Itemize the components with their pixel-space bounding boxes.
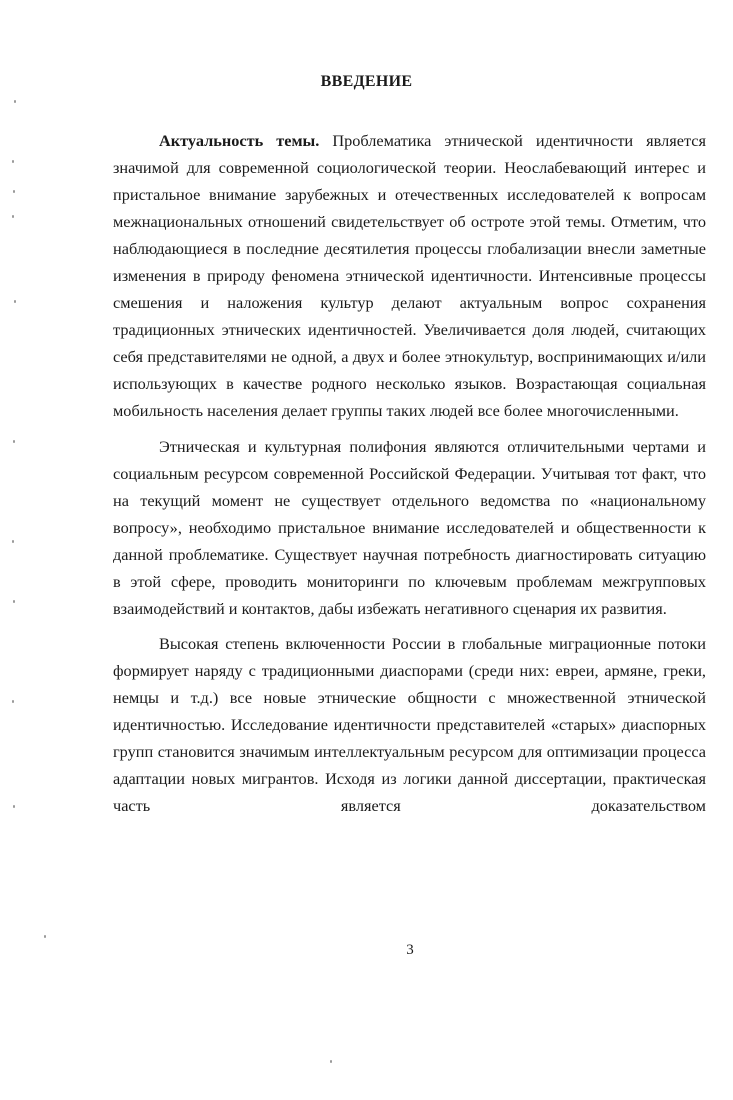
scan-mark [13, 805, 15, 808]
paragraph-migration [113, 630, 706, 819]
scan-mark [12, 540, 14, 543]
paragraph-text: Этническая и культурная полифония являются отличительными чертами и социальным ресурсом современной Российской Федерации. Учитывая тот факт, что на текущий момент не существует отдельного ведомства по «национальному вопросу», необходимо пристальное внимание исследователей и общественности к данной проблематике. Существует научная потребность диагностировать ситуацию в этой сфере, проводить мониторинги по ключевым проблемам межгрупповых взаимодействий и контактов, дабы избежать негативного сценария их развития. [113, 436, 706, 618]
scan-mark [13, 190, 15, 193]
body-text [113, 127, 706, 827]
page-title: ВВЕДЕНИЕ [320, 73, 413, 90]
paragraph-text: Проблематика этнической идентичности является значимой для современной социологической теории. Неослабевающий интерес и пристальное внимание зарубежных и отечественных исследователей к вопросам межнациональных отношений свидетельствует об остроте этой темы. Отметим, что наблюдающиеся в последние десятилетия процессы глобализации внесли заметные изменения в природу феномена этнической идентичности. Интенсивные процессы смешения и наложения культур делают актуальным вопрос сохранения традиционных этнических идентичностей. Увеличивается доля людей, считающих себя представителями не одной, а двух и более этнокультур, воспринимающих и/или использующих в качестве родного несколько языков. Возрастающая социальная мобильность населения делает группы таких людей все более многочисленными. [113, 131, 706, 421]
scan-mark [14, 300, 16, 303]
scan-mark [330, 1060, 332, 1063]
paragraph-text: Высокая степень включенности России в глобальные миграционные потоки формирует наряду с традиционными диаспорами (среди них: евреи, армяне, греки, немцы и т.д.) все новые этнические общности с множественной этнической идентичностью. Исследование идентичности представителей «старых» диаспорных групп становится значимым интеллектуальным ресурсом для оптимизации процесса адаптации новых мигрантов. Исходя из логики данной диссертации, практическая часть является доказательством [113, 633, 706, 816]
scan-mark [12, 215, 14, 218]
scan-mark [12, 700, 14, 703]
scan-mark [44, 935, 46, 938]
scan-mark [13, 440, 15, 443]
paragraph-polyphony [113, 433, 706, 622]
scan-mark [12, 160, 14, 163]
scan-mark [14, 100, 16, 103]
paragraph-lead: Актуальность темы. [159, 131, 320, 150]
page-number: 3 [406, 942, 414, 958]
paragraph-relevance [113, 127, 706, 425]
scan-mark [13, 600, 15, 603]
